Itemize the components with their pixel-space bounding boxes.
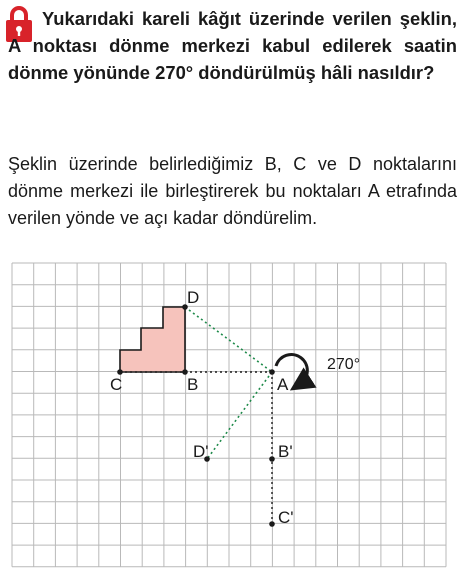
label-c: C [110,375,123,394]
label-b: B [187,375,199,394]
label-a: A [277,375,289,394]
explanation-text: Şeklin üzerinde belirlediğimiz B, C ve D noktalarını dönme merkezi ile birleştirerek bu noktaları A etrafında verilen yönde ve açı kadar döndürelim. [8,154,457,228]
staircase-shape [120,307,185,372]
question-text: Yukarıdaki kareli kâğıt üzerinde verilen şeklin, A noktası dönme merkezi kabul edilerek saatin dönme yönünde 270° döndürülmüş hâli nasıldır? [8,8,457,83]
label-b-prime: B' [278,442,293,461]
label-d-prime: D' [193,442,209,461]
angle-label: 270° [327,356,361,373]
point-c [117,369,123,375]
point-c-prime [269,521,275,527]
line-a-dprime [207,372,272,459]
grid [12,263,446,567]
point-b-prime [269,456,275,462]
point-a [269,369,275,375]
label-c-prime: C' [278,508,294,527]
label-d: D [187,288,200,307]
point-b [182,369,188,375]
